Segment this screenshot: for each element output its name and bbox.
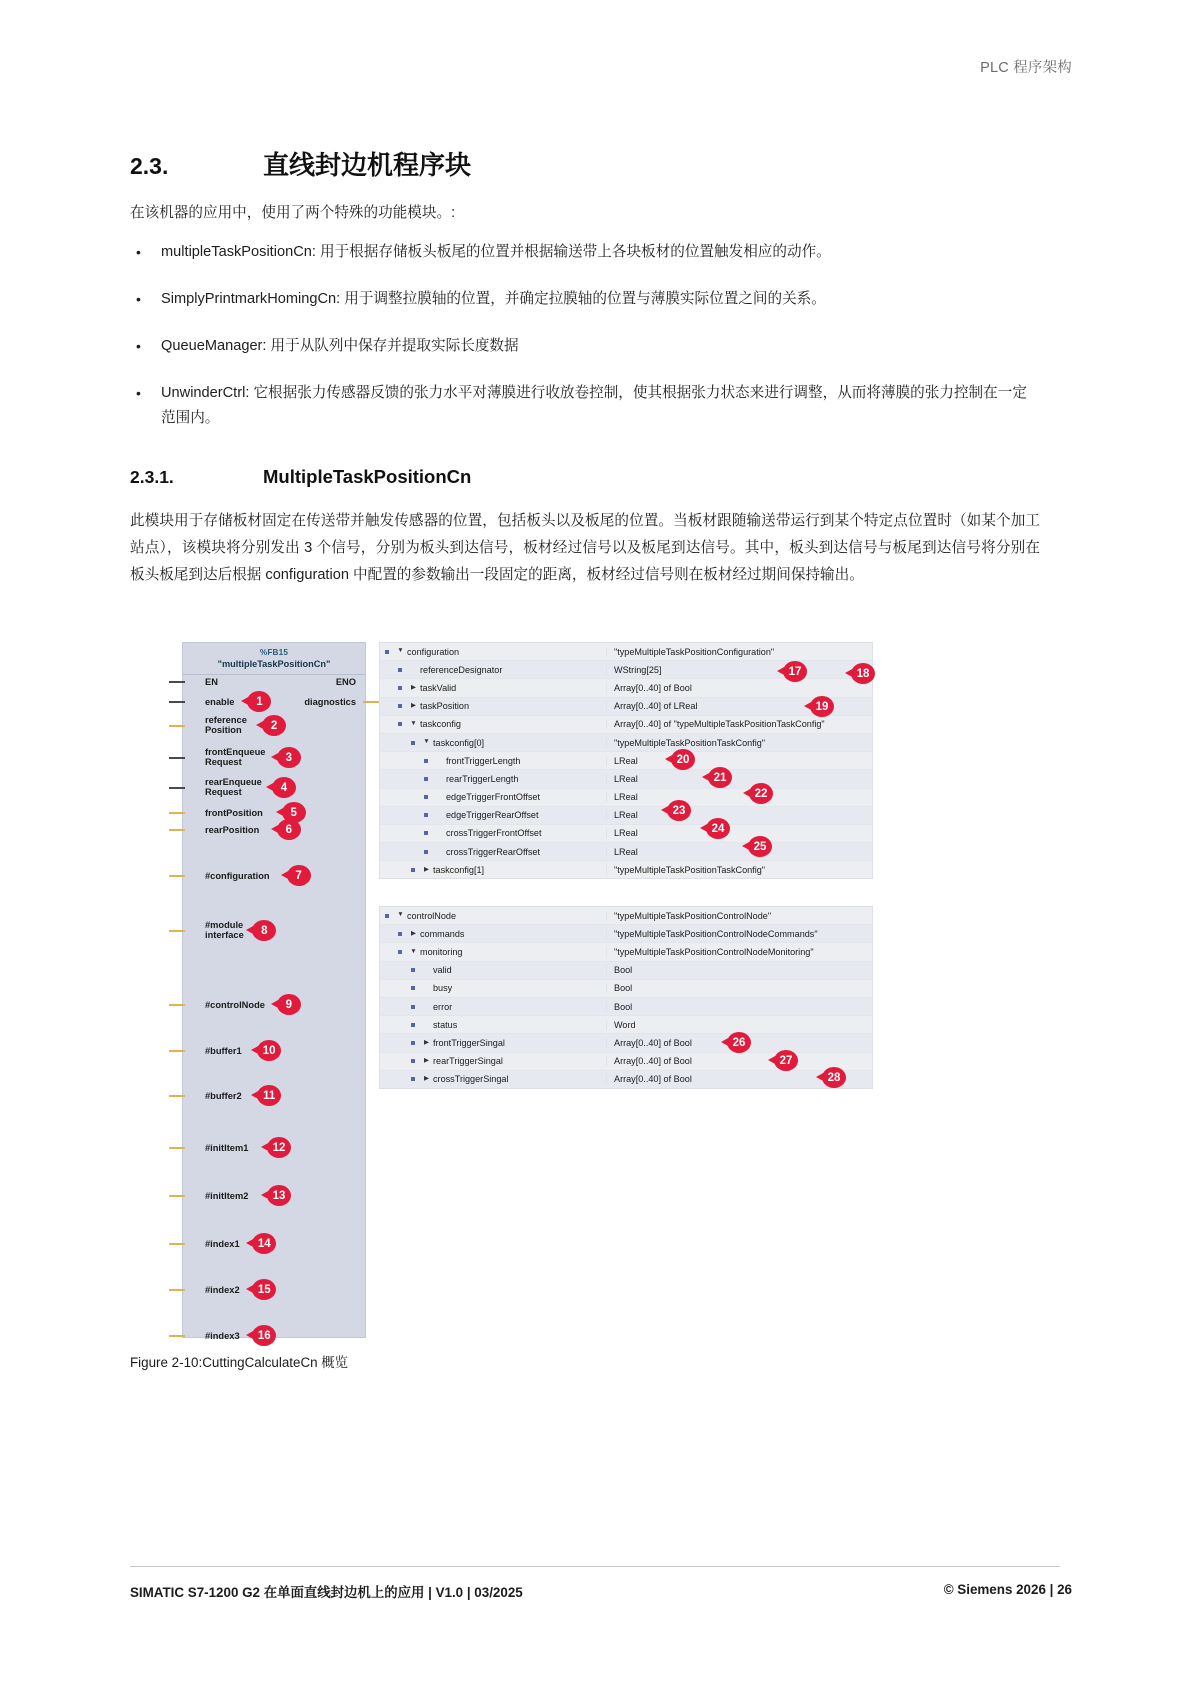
pin-label: frontPosition — [205, 808, 263, 818]
callout-number: 26 — [727, 1032, 751, 1053]
variable-name: taskconfig[0] — [433, 738, 607, 748]
row-marker-icon — [419, 850, 433, 854]
pin-label: #initItem2 — [205, 1191, 249, 1201]
list-item-text: UnwinderCtrl: 它根据张力传感器反馈的张力水平对薄膜进行收放卷控制，使其根据张力状态来进行调整，从而将薄膜的张力控制在一定范围内。 — [161, 385, 1027, 427]
callout-marker — [246, 1279, 276, 1300]
pin-wire — [169, 1243, 185, 1245]
callout-number: 24 — [706, 818, 730, 839]
variable-name: taskValid — [420, 683, 607, 693]
callout-number: 11 — [257, 1085, 281, 1106]
callout-number: 10 — [257, 1040, 281, 1061]
list-item — [130, 334, 1035, 359]
variable-name: taskconfig[1] — [433, 865, 607, 875]
section-title: 直线封边机程序块 — [263, 150, 472, 180]
variable-name: status — [433, 1020, 607, 1030]
subsection-heading — [130, 466, 471, 488]
variable-name: referenceDesignator — [420, 665, 607, 675]
callout-marker — [261, 1137, 291, 1158]
row-marker-icon — [393, 686, 407, 690]
chevron-right-icon[interactable]: ▶ — [424, 865, 429, 873]
variable-type: Array[0..40] of Bool — [614, 682, 692, 693]
footer-document-title: SIMATIC S7-1200 G2 在单面直线封边机上的应用 | V1.0 | 03/2025 — [130, 1585, 523, 1600]
list-item — [130, 240, 1035, 265]
table-row[interactable] — [380, 789, 872, 807]
chevron-right-icon[interactable]: ▶ — [424, 1038, 429, 1046]
callout-number: 22 — [749, 783, 773, 804]
callout-marker — [266, 777, 296, 798]
variable-type: "typeMultipleTaskPositionControlNodeMonitoring" — [614, 946, 814, 957]
row-marker-icon — [406, 1005, 420, 1009]
footer-divider — [130, 1566, 1060, 1567]
callout-marker — [246, 1325, 276, 1346]
variable-name: crossTriggerRearOffset — [446, 847, 607, 857]
row-marker-icon — [406, 741, 420, 745]
row-marker-icon — [393, 722, 407, 726]
variable-type: Bool — [614, 983, 633, 994]
chevron-down-icon[interactable]: ▼ — [410, 720, 417, 728]
variable-name: taskPosition — [420, 701, 607, 711]
pin-label: #configuration — [205, 871, 270, 881]
callout-marker — [246, 920, 276, 941]
pin-wire — [169, 875, 185, 877]
pin-label: frontEnqueue Request — [205, 747, 266, 768]
callout-number: 18 — [851, 663, 875, 684]
list-item — [130, 287, 1035, 312]
callout-number: 4 — [272, 777, 296, 798]
row-marker-icon — [406, 1059, 420, 1063]
chevron-right-icon[interactable]: ▶ — [411, 929, 416, 937]
section-heading — [130, 145, 471, 182]
callout-number: 14 — [252, 1233, 276, 1254]
pin-label: enable — [205, 697, 235, 707]
callout-marker — [816, 1067, 846, 1088]
table-row[interactable] — [380, 770, 872, 788]
pin-label-eno: ENO — [335, 677, 356, 687]
variable-name: edgeTriggerRearOffset — [446, 810, 607, 820]
callout-number: 19 — [810, 696, 834, 717]
callout-number: 16 — [252, 1325, 276, 1346]
figure-2-10 — [130, 636, 1040, 1342]
callout-number: 28 — [822, 1067, 846, 1088]
callout-marker — [246, 1233, 276, 1254]
chevron-down-icon[interactable]: ▼ — [423, 738, 430, 746]
pin-label: #index3 — [205, 1331, 240, 1341]
table-row[interactable] — [380, 698, 872, 716]
function-block-instance: %FB15 — [259, 648, 289, 657]
table-row[interactable] — [380, 716, 872, 734]
pin-wire — [169, 812, 185, 814]
callout-marker — [777, 661, 807, 682]
variable-name: rearTriggerSingal — [433, 1056, 607, 1066]
variable-name: configuration — [407, 647, 607, 657]
row-marker-icon — [406, 1077, 420, 1081]
row-marker-icon — [419, 831, 433, 835]
callout-number: 9 — [277, 994, 301, 1015]
table-row[interactable] — [380, 843, 872, 861]
pin-label: reference Position — [205, 715, 247, 736]
callout-marker — [743, 783, 773, 804]
module-bullet-list — [130, 240, 1035, 453]
bullet-dot-icon: • — [136, 291, 141, 308]
variable-type: LReal — [614, 792, 638, 803]
pin-wire — [169, 1147, 185, 1149]
table-row[interactable] — [380, 679, 872, 697]
list-item-text: QueueManager: 用于从队列中保存并提取实际长度数据 — [161, 338, 519, 355]
pin-wire — [169, 1004, 185, 1006]
pin-label: #index2 — [205, 1285, 240, 1295]
callout-marker — [702, 767, 732, 788]
variable-type: LReal — [614, 828, 638, 839]
variable-type: Word — [614, 1019, 636, 1030]
callout-marker — [281, 865, 311, 886]
variable-name: crossTriggerFrontOffset — [446, 828, 607, 838]
table-row[interactable] — [380, 998, 872, 1016]
table-row[interactable] — [380, 907, 872, 925]
table-row[interactable] — [380, 1016, 872, 1034]
callout-number: 15 — [252, 1279, 276, 1300]
variable-name: error — [433, 1002, 607, 1012]
variable-type: "typeMultipleTaskPositionTaskConfig" — [614, 864, 766, 875]
table-row[interactable] — [380, 925, 872, 943]
variable-type: Array[0..40] of "typeMultipleTaskPositionTaskConfig" — [614, 719, 825, 730]
callout-marker — [271, 994, 301, 1015]
subsection-number: 2.3.1. — [130, 467, 174, 487]
pin-label: #module interface — [205, 920, 244, 941]
pin-wire — [169, 1335, 185, 1337]
variable-name: monitoring — [420, 947, 607, 957]
callout-number: 20 — [671, 749, 695, 770]
chevron-down-icon[interactable]: ▼ — [397, 647, 404, 655]
variable-type: "typeMultipleTaskPositionControlNodeCommands" — [614, 928, 818, 939]
variable-name: valid — [433, 965, 607, 975]
pin-wire — [169, 1050, 185, 1052]
bullet-dot-icon: • — [136, 385, 141, 402]
callout-marker — [256, 715, 286, 736]
row-marker-icon — [393, 932, 407, 936]
callout-marker — [700, 818, 730, 839]
table-row[interactable] — [380, 1034, 872, 1052]
list-item-text: SimplyPrintmarkHomingCn: 用于调整拉膜轴的位置，并确定拉膜轴的位置与薄膜实际位置之间的关系。 — [161, 291, 826, 308]
callout-marker — [251, 1040, 281, 1061]
callout-number: 2 — [262, 715, 286, 736]
variable-type: Array[0..40] of Bool — [614, 1037, 692, 1048]
callout-marker — [251, 1085, 281, 1106]
function-block-name: "multipleTaskPositionCn" — [183, 657, 365, 675]
variable-type: Array[0..40] of LReal — [614, 701, 698, 712]
pin-label: rearPosition — [205, 825, 260, 835]
table-row[interactable] — [380, 1053, 872, 1071]
callout-marker — [665, 749, 695, 770]
controlnode-table — [379, 906, 873, 1089]
variable-type: LReal — [614, 810, 638, 821]
callout-marker — [271, 747, 301, 768]
callout-number: 7 — [287, 865, 311, 886]
table-row[interactable] — [380, 752, 872, 770]
pin-label-diagnostics: diagnostics — [304, 697, 356, 707]
callout-number: 12 — [267, 1137, 291, 1158]
row-marker-icon — [419, 813, 433, 817]
figure-caption: Figure 2-10:CuttingCalculateCn 概览 — [130, 1355, 349, 1370]
variable-name: edgeTriggerFrontOffset — [446, 792, 607, 802]
subsection-paragraph: 此模块用于存储板材固定在传送带并触发传感器的位置，包括板头以及板尾的位置。当板材跟随输送带运行到某个特定点位置时（如某个加工站点），该模块将分别发出 3 个信号，分别为板头到达信号，板材经过信号以及板尾到达信号。其中，板头到达信号与板尾到达信号将分别在板头板尾到达后根据 configuration 中配置的参数输出一段固定的距离，板材经过信号则在板材经过期间保持输出。 — [130, 513, 1040, 583]
bullet-dot-icon: • — [136, 338, 141, 355]
table-row[interactable] — [380, 943, 872, 961]
row-marker-icon — [406, 1041, 420, 1045]
callout-marker — [804, 696, 834, 717]
row-marker-icon — [406, 968, 420, 972]
pin-wire — [169, 829, 185, 831]
variable-type: LReal — [614, 846, 638, 857]
section-intro-paragraph: 在该机器的应用中，使用了两个特殊的功能模块。: — [130, 205, 456, 221]
chevron-right-icon[interactable]: ▶ — [424, 1056, 429, 1064]
callout-marker — [721, 1032, 751, 1053]
callout-marker — [768, 1050, 798, 1071]
row-marker-icon — [380, 914, 394, 918]
table-row[interactable] — [380, 980, 872, 998]
variable-name: commands — [420, 929, 607, 939]
chevron-right-icon[interactable]: ▶ — [424, 1075, 429, 1083]
variable-type: Bool — [614, 1001, 633, 1012]
variable-type: "typeMultipleTaskPositionControlNode" — [614, 910, 772, 921]
footer-copyright-text: © Siemens 2026 | — [943, 1582, 1058, 1597]
variable-name: controlNode — [407, 911, 607, 921]
callout-marker — [271, 819, 301, 840]
callout-number: 8 — [252, 920, 276, 941]
variable-type: "typeMultipleTaskPositionTaskConfig" — [614, 737, 766, 748]
list-item-text: multipleTaskPositionCn: 用于根据存储板头板尾的位置并根据输送带上各块板材的位置触发相应的动作。 — [161, 244, 831, 260]
pin-wire — [169, 1195, 185, 1197]
callout-number: 21 — [708, 767, 732, 788]
pin-label: #initItem1 — [205, 1143, 249, 1153]
variable-type: "typeMultipleTaskPositionConfiguration" — [614, 646, 775, 657]
list-item — [130, 381, 1035, 431]
callout-number: 6 — [277, 819, 301, 840]
variable-type: LReal — [614, 755, 638, 766]
chevron-down-icon[interactable]: ▼ — [397, 911, 404, 919]
row-marker-icon — [393, 704, 407, 708]
callout-number: 25 — [748, 836, 772, 857]
row-marker-icon — [419, 759, 433, 763]
variable-type: LReal — [614, 773, 638, 784]
pin-label: rearEnqueue Request — [205, 777, 262, 798]
callout-marker — [742, 836, 772, 857]
pin-wire — [169, 1095, 185, 1097]
callout-number: 5 — [282, 802, 306, 823]
callout-number: 13 — [267, 1185, 291, 1206]
callout-number: 1 — [247, 691, 271, 712]
pin-wire — [169, 787, 185, 789]
callout-number: 23 — [667, 800, 691, 821]
pin-wire — [169, 757, 185, 759]
table-row[interactable] — [380, 1071, 872, 1088]
variable-type: Bool — [614, 965, 633, 976]
callout-number: 17 — [783, 661, 807, 682]
pin-label-en: EN — [205, 677, 218, 687]
row-marker-icon — [380, 650, 394, 654]
callout-number: 27 — [774, 1050, 798, 1071]
footer-copyright — [944, 1582, 1072, 1597]
row-marker-icon — [393, 950, 407, 954]
variable-name: frontTriggerSingal — [433, 1038, 607, 1048]
pin-wire — [169, 1289, 185, 1291]
table-row[interactable] — [380, 962, 872, 980]
variable-name: rearTriggerLength — [446, 774, 607, 784]
table-row[interactable] — [380, 643, 872, 661]
page-number: 26 — [1057, 1582, 1072, 1597]
callout-marker — [661, 800, 691, 821]
pin-label: #buffer2 — [205, 1091, 242, 1101]
row-marker-icon — [406, 868, 420, 872]
row-marker-icon — [406, 1023, 420, 1027]
subsection-title: MultipleTaskPositionCn — [263, 466, 472, 487]
chevron-down-icon[interactable]: ▼ — [410, 947, 417, 955]
table-row[interactable] — [380, 734, 872, 752]
pin-label: #index1 — [205, 1239, 240, 1249]
table-row[interactable] — [380, 861, 872, 878]
running-header: PLC 程序架构 — [980, 60, 1072, 76]
row-marker-icon — [393, 668, 407, 672]
bullet-dot-icon: • — [136, 244, 141, 260]
pin-wire — [169, 930, 185, 932]
row-marker-icon — [419, 777, 433, 781]
pin-wire — [169, 701, 185, 703]
row-marker-icon — [419, 795, 433, 799]
callout-marker — [261, 1185, 291, 1206]
chevron-right-icon[interactable]: ▶ — [411, 701, 416, 709]
callout-number: 3 — [277, 747, 301, 768]
variable-type: Array[0..40] of Bool — [614, 1074, 692, 1085]
variable-name: crossTriggerSingal — [433, 1074, 607, 1084]
variable-name: busy — [433, 983, 607, 993]
chevron-right-icon[interactable]: ▶ — [411, 683, 416, 691]
callout-marker — [845, 663, 875, 684]
pin-label: #buffer1 — [205, 1046, 242, 1056]
variable-type: WString[25] — [614, 664, 662, 675]
row-marker-icon — [406, 986, 420, 990]
pin-wire — [169, 725, 185, 727]
pin-label: #controlNode — [205, 1000, 265, 1010]
variable-name: taskconfig — [420, 719, 607, 729]
section-number: 2.3. — [130, 153, 169, 179]
diagnostics-wire — [363, 701, 379, 703]
variable-name: frontTriggerLength — [446, 756, 607, 766]
callout-marker — [241, 691, 271, 712]
table-row[interactable] — [380, 825, 872, 843]
variable-type: Array[0..40] of Bool — [614, 1056, 692, 1067]
table-row[interactable] — [380, 807, 872, 825]
